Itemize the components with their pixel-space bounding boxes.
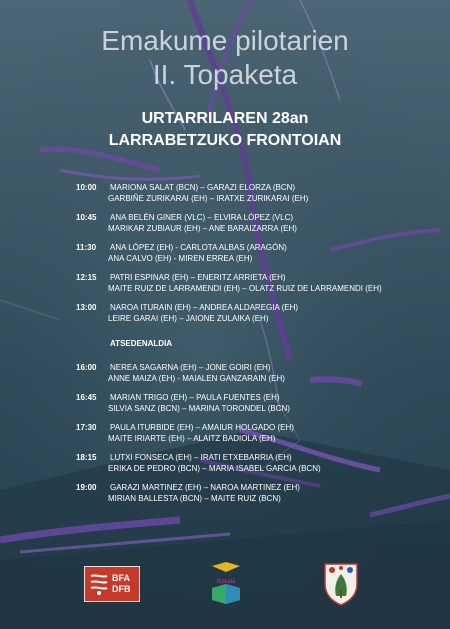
schedule-slot <box>0 243 450 273</box>
slot-time: 12:15 <box>76 273 97 282</box>
venue-line: LARRABETZUKO FRONTOIAN <box>108 132 342 149</box>
slot-pair-1: MARIAN TRIGO (EH) – PAULA FUENTES (EH) <box>110 393 280 402</box>
slot-pair-1: ANA BELÉN GINER (VLC) – ELVIRA LÓPEZ (VLC) <box>110 213 294 222</box>
slot-pair-2: ANNE MAIZA (EH) - MAIALEN GANZARAIN (EH) <box>108 374 285 383</box>
slot-pair-1: NAROA ITURAIN (EH) – ANDREA ALDAREGIA (EH) <box>110 303 299 312</box>
bfa-dfb-logo <box>84 566 140 602</box>
slot-pair-1: LUTXI FONSECA (EH) – IRATI ETXEBARRIA (EH) <box>110 453 292 462</box>
break-row <box>0 333 450 363</box>
town-shield-logo <box>322 560 360 606</box>
slot-pair-1: ANA LÓPEZ (EH) - CARLOTA ALBAS (ARAGÓN) <box>110 243 287 252</box>
slot-pair-2: LEIRE GARAI (EH) – JAIONE ZULAIKA (EH) <box>108 314 269 323</box>
slot-pair-1: NEREA SAGARNA (EH) – JONE GOIRI (EH) <box>110 363 271 372</box>
bizkaia-wordmark: bizkaia <box>216 579 236 585</box>
schedule-slot <box>0 453 450 483</box>
slot-pair-1: PATRI ESPINAR (EH) – ENERITZ ARRIETA (EH) <box>110 273 286 282</box>
slot-pair-2: MAITE IRIARTE (EH) – ALAITZ BADIOLA (EH) <box>108 434 276 443</box>
slot-time: 17:30 <box>76 423 97 432</box>
slot-pair-2: SILVIA SANZ (BCN) – MARINA TORONDEL (BCN) <box>108 404 290 413</box>
bfa-emblem-icon <box>89 572 109 596</box>
slot-pair-2: MIRIAN BALLESTA (BCN) – MAITE RUIZ (BCN) <box>108 494 281 503</box>
date-line: URTARRILAREN 28an <box>141 110 309 127</box>
bizkaia-logo <box>204 560 248 606</box>
slot-time: 16:45 <box>76 393 97 402</box>
slot-pair-2: ANA CALVO (EH) - MIREN ERREA (EH) <box>108 254 253 263</box>
slot-time: 19:00 <box>76 483 97 492</box>
schedule-slot <box>0 363 450 393</box>
break-label: ATSEDENALDIA <box>110 339 173 348</box>
schedule-slot <box>0 183 450 213</box>
slot-pair-1: MARIONA SALAT (BCN) – GARAZI ELORZA (BCN) <box>110 183 296 192</box>
slot-time: 10:00 <box>76 183 97 192</box>
bfa-text: BFA <box>112 573 130 583</box>
title-line-1: Emakume pilotarien <box>101 25 349 56</box>
schedule-slot <box>0 303 450 333</box>
schedule-slot <box>0 213 450 243</box>
slot-pair-2: ERIKA DE PEDRO (BCN) – MARIA ISABEL GARCIA (BCN) <box>108 464 321 473</box>
slot-pair-1: PAULA ITURBIDE (EH) – AMAIUR HOLGADO (EH) <box>110 423 294 432</box>
shield-icon <box>322 560 360 606</box>
slot-time: 13:00 <box>76 303 97 312</box>
schedule-slot <box>0 393 450 423</box>
schedule-slot <box>0 423 450 453</box>
schedule-slot <box>0 483 450 513</box>
schedule-slot <box>0 273 450 303</box>
schedule <box>0 183 450 513</box>
title-line-2: II. Topaketa <box>152 59 298 90</box>
slot-time: 10:45 <box>76 213 97 222</box>
slot-pair-2: MARIKAR ZUBIAUR (EH) – ANE BARAIZARRA (EH) <box>108 224 297 233</box>
slot-pair-1: GARAZI MARTINEZ (EH) – NAROA MARTINEZ (EH) <box>110 483 300 492</box>
slot-time: 18:15 <box>76 453 97 462</box>
slot-pair-2: GARBIÑE ZURIKARAI (EH) – IRATXE ZURIKARAI (EH) <box>108 194 309 203</box>
slot-pair-2: MAITE RUIZ DE LARRAMENDI (EH) – OLATZ RUIZ DE LARRAMENDI (EH) <box>108 284 382 293</box>
slot-time: 11:30 <box>76 243 97 252</box>
dfb-text: DFB <box>112 584 131 594</box>
slot-time: 16:00 <box>76 363 97 372</box>
